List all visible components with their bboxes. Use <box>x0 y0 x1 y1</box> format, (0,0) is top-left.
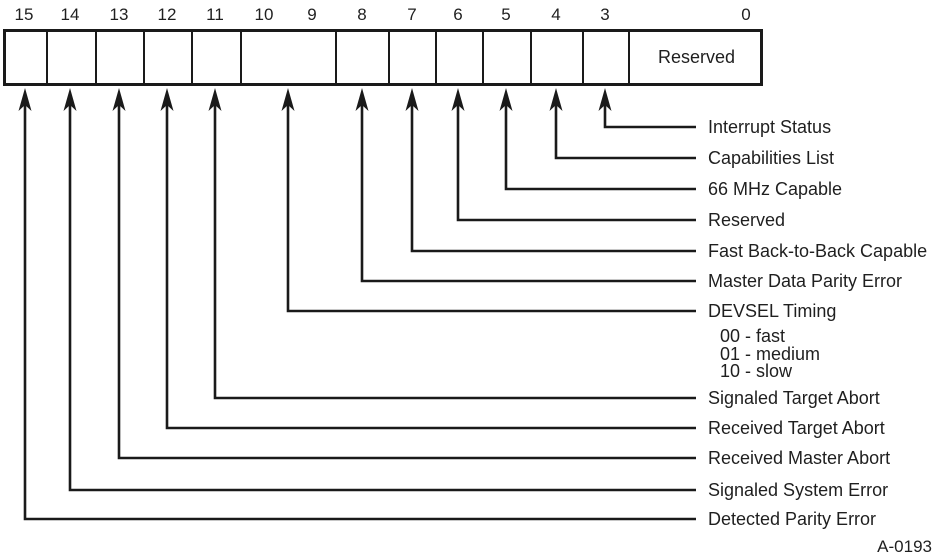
field-label-master-data-parity: Master Data Parity Error <box>708 271 903 291</box>
bit-number-0: 0 <box>741 5 751 24</box>
connector-line-bit5 <box>506 103 696 189</box>
connector-line-bit7 <box>412 103 696 251</box>
bit-number-10: 10 <box>254 5 274 24</box>
devsel-value-medium: 01 - medium <box>720 344 821 364</box>
field-label-devsel-timing: DEVSEL Timing <box>708 301 837 321</box>
bit-number-11: 11 <box>206 5 224 24</box>
bit-number-15: 15 <box>14 5 34 24</box>
reserved-cell-label: Reserved <box>657 47 736 67</box>
connector-line-bit3 <box>605 103 696 127</box>
bit-number-3: 3 <box>600 5 610 24</box>
field-label-detected-parity-error: Detected Parity Error <box>708 509 877 529</box>
field-label-capabilities-list: Capabilities List <box>708 148 835 168</box>
field-label-66mhz-capable: 66 MHz Capable <box>708 179 843 199</box>
bit-number-8: 8 <box>357 5 367 24</box>
bit-number-5: 5 <box>501 5 511 24</box>
bit-number-7: 7 <box>407 5 417 24</box>
bit-number-6: 6 <box>453 5 463 24</box>
field-label-signaled-system-error: Signaled System Error <box>708 480 889 500</box>
field-label-received-target-abort: Received Target Abort <box>708 418 885 438</box>
bit-number-12: 12 <box>157 5 177 24</box>
bit-number-4: 4 <box>551 5 561 24</box>
connector-line-bit4 <box>556 103 696 158</box>
field-label-received-master-abort: Received Master Abort <box>708 448 891 468</box>
bit-number-13: 13 <box>109 5 129 24</box>
connector-line-bit12 <box>167 103 696 428</box>
devsel-value-slow: 10 - slow <box>720 361 793 381</box>
field-label-signaled-target-abort: Signaled Target Abort <box>708 388 880 408</box>
field-label-reserved: Reserved <box>708 210 786 230</box>
field-label-interrupt-status: Interrupt Status <box>708 117 832 137</box>
bit-number-14: 14 <box>60 5 80 24</box>
connector-line-bit6 <box>458 103 696 220</box>
field-label-fast-back-to-back: Fast Back-to-Back Capable <box>708 241 928 261</box>
connector-line-bit14 <box>70 103 696 490</box>
bit-number-9: 9 <box>307 5 317 24</box>
devsel-value-fast: 00 - fast <box>720 326 786 346</box>
figure-id: A-0193 <box>877 537 932 556</box>
